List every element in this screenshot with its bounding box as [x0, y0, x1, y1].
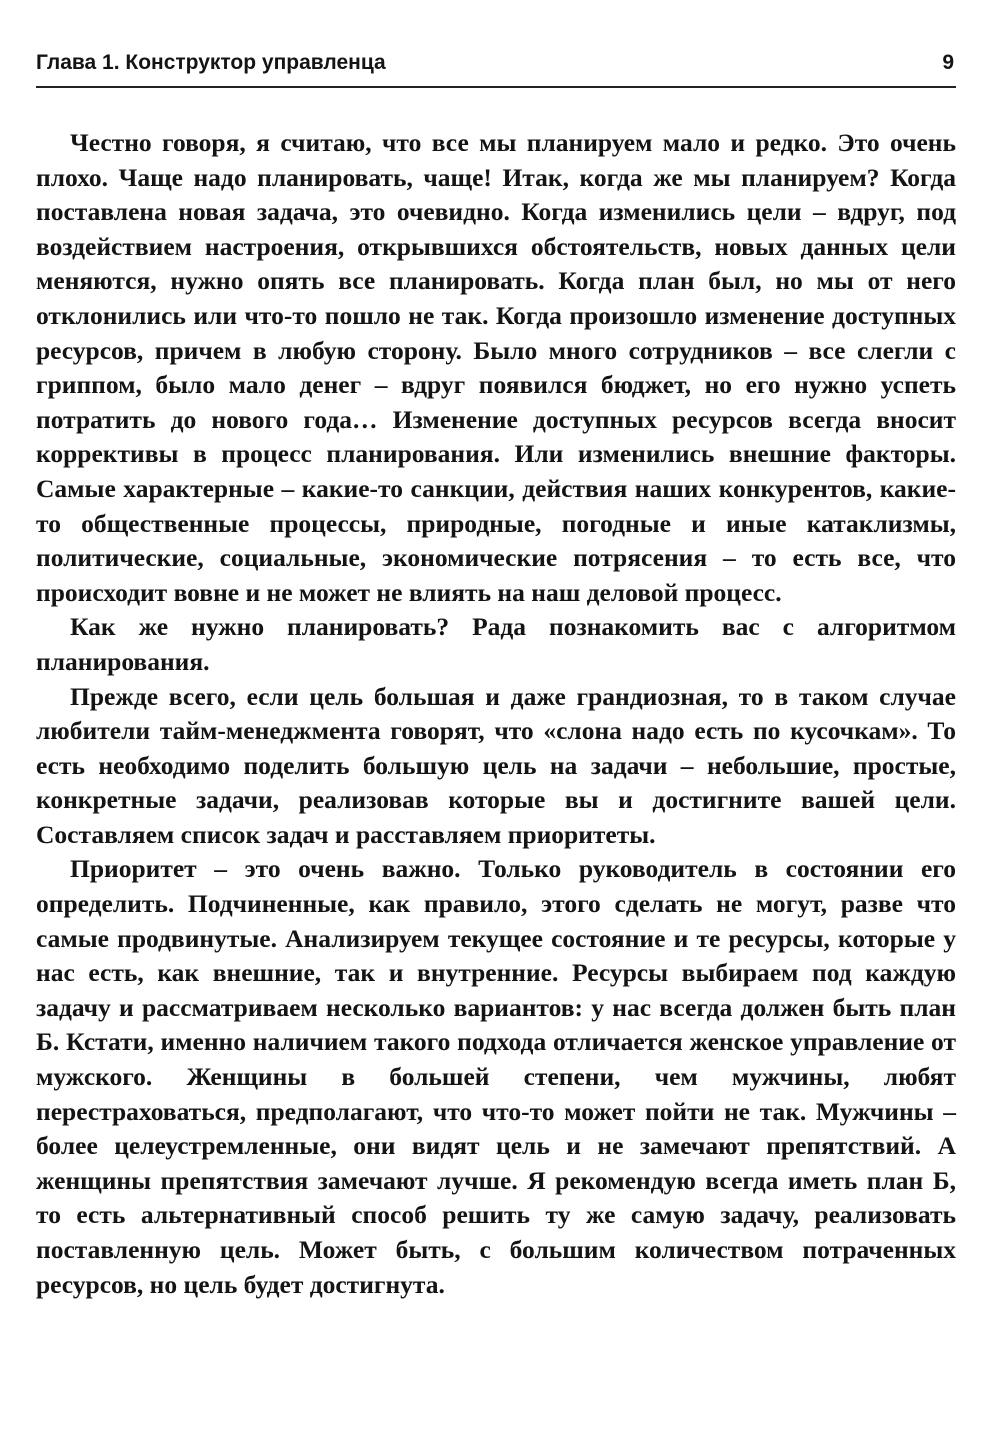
running-header — [36, 46, 956, 88]
chapter-title: Глава 1. Конструктор управленца — [36, 51, 386, 74]
page-number: 9 — [942, 51, 954, 74]
paragraph: Как же нужно планировать? Рада познакомить вас с алгоритмом планирования. — [36, 612, 956, 676]
body-text — [36, 126, 956, 1302]
paragraph: Приоритет – это очень важно. Только руководитель в состоянии его определить. Подчиненные, как правило, этого сделать не могут, разве что самые продвинутые. Анализируем текущее состояние и те ресурсы, которые у нас есть, как внешние, так и внутренние. Ресурсы выбираем под каждую задачу и рассматриваем несколько вариантов: у нас всегда должен быть план Б. Кстати, именно наличием такого подхода отличается женское управление от мужского. Женщины в большей степени, чем мужчины, любят перестраховаться, предполагают, что что-то может пойти не так. Мужчины – более целеустремленные, они видят цель и не замечают препятствий. А женщины препятствия замечают лучше. Я рекомендую всегда иметь план Б, то есть альтернативный способ решить ту же самую задачу, реализовать поставленную цель. Может быть, с большим количеством потраченных ресурсов, но цель будет достигнута. — [36, 854, 956, 1299]
paragraph: Прежде всего, если цель большая и даже грандиозная, то в таком случае любители тайм-менеджмента говорят, что «слона надо есть по кусочкам». То есть необходимо поделить большую цель на задачи – небольшие, простые, конкретные задачи, реализовав которые вы и достигните вашей цели. Составляем список задач и расставляем приоритеты. — [36, 681, 956, 849]
paragraph: Честно говоря, я считаю, что все мы планируем мало и редко. Это очень плохо. Чаще надо планировать, чаще! Итак, когда же мы планируем? Когда поставлена новая задача, это очевидно. Когда изменились цели – вдруг, под воздействием настроения, открывшихся обстоятельств, новых данных цели меняются, нужно опять все планировать. Когда план был, но мы от него отклонились или что-то пошло не так. Когда произошло изменение доступных ресурсов, причем в любую сторону. Было много сотрудников – все слегли с гриппом, было мало денег – вдруг появился бюджет, но его нужно успеть потратить до нового года… Изменение доступных ресурсов всегда вносит коррективы в процесс планирования. Или изменились внешние факторы. Самые характерные – какие-то санкции, действия наших конкурентов, какие-то общественные процессы, природные, погодные и иные катаклизмы, политические, социальные, экономические потрясения – то есть все, что происходит вовне и не может не влиять на наш деловой процесс. — [36, 128, 956, 607]
